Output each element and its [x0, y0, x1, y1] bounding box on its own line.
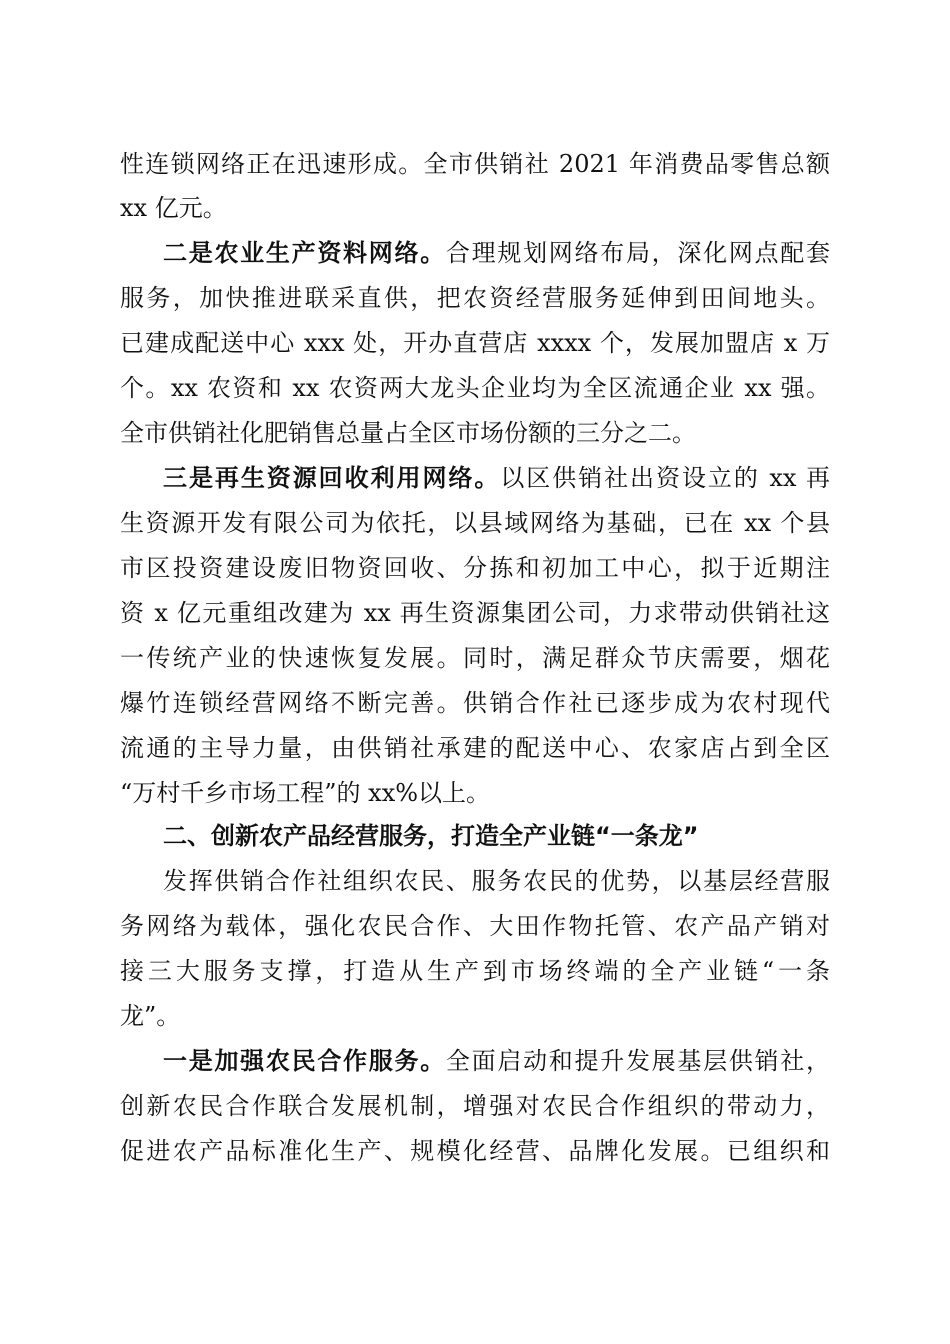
paragraph-3-line-7: 流通的主导力量，由供销社承建的配送中心、农家店占到全区	[120, 734, 830, 762]
paragraph-3-line-4: 资 x 亿元重组改建为 xx 再生资源集团公司，力求带动供销社这	[120, 599, 830, 627]
paragraph-3-line-2: 生资源开发有限公司为依托，以县域网络为基础，已在 xx 个县	[120, 509, 830, 537]
paragraph-5-line-3: 促进农产品标准化生产、规模化经营、品牌化发展。已组织和	[120, 1137, 830, 1165]
paragraph-3-line-1-text: 以区供销社出资设立的 xx 再	[500, 464, 831, 492]
paragraph-3-line-1	[163, 460, 830, 496]
paragraph-2-line-1-text: 合理规划网络布局，深化网点配套	[445, 239, 831, 267]
paragraph-5-line-1	[163, 1043, 830, 1079]
paragraph-5-line-2: 创新农民合作联合发展机制，增强对农民合作组织的带动力，	[120, 1092, 830, 1120]
paragraph-1-line-2: xx 亿元。	[120, 194, 227, 222]
paragraph-3-lead: 三是再生资源回收利用网络。	[163, 464, 501, 492]
paragraph-1-line-1: 性连锁网络正在迅速形成。全市供销社 2021 年消费品零售总额	[120, 150, 830, 178]
paragraph-3-line-5: 一传统产业的快速恢复发展。同时，满足群众节庆需要，烟花	[120, 644, 830, 672]
paragraph-2-line-3: 已建成配送中心 xxx 处，开办直营店 xxxx 个，发展加盟店 x 万	[120, 329, 830, 357]
section-heading-2: 二、创新农产品经营服务，打造全产业链“一条龙”	[163, 822, 699, 850]
paragraph-2-line-2: 服务，加快推进联采直供，把农资经营服务延伸到田间地头。	[120, 284, 830, 312]
paragraph-3-line-3: 市区投资建设废旧物资回收、分拣和初加工中心，拟于近期注	[120, 554, 830, 582]
paragraph-2-line-5: 全市供销社化肥销售总量占全区市场份额的三分之二。	[120, 419, 696, 447]
paragraph-4-line-2: 务网络为载体，强化农民合作、大田作物托管、农产品产销对	[120, 912, 830, 940]
paragraph-3-line-6: 爆竹连锁经营网络不断完善。供销合作社已逐步成为农村现代	[120, 689, 830, 717]
paragraph-4-line-1: 发挥供销合作社组织农民、服务农民的优势，以基层经营服	[163, 867, 830, 895]
paragraph-4-line-3: 接三大服务支撑，打造从生产到市场终端的全产业链“一条	[120, 957, 830, 985]
paragraph-2-line-4: 个。xx 农资和 xx 农资两大龙头企业均为全区流通企业 xx 强。	[120, 374, 830, 402]
paragraph-2-lead: 二是农业生产资料网络。	[163, 239, 446, 267]
paragraph-5-lead: 一是加强农民合作服务。	[163, 1047, 446, 1075]
paragraph-4-line-4: 龙”。	[120, 1002, 181, 1030]
paragraph-3-line-8: “万村千乡市场工程”的 xx%以上。	[120, 779, 491, 807]
paragraph-5-line-1-text: 全面启动和提升发展基层供销社，	[445, 1047, 831, 1075]
paragraph-2-line-1	[163, 235, 830, 271]
